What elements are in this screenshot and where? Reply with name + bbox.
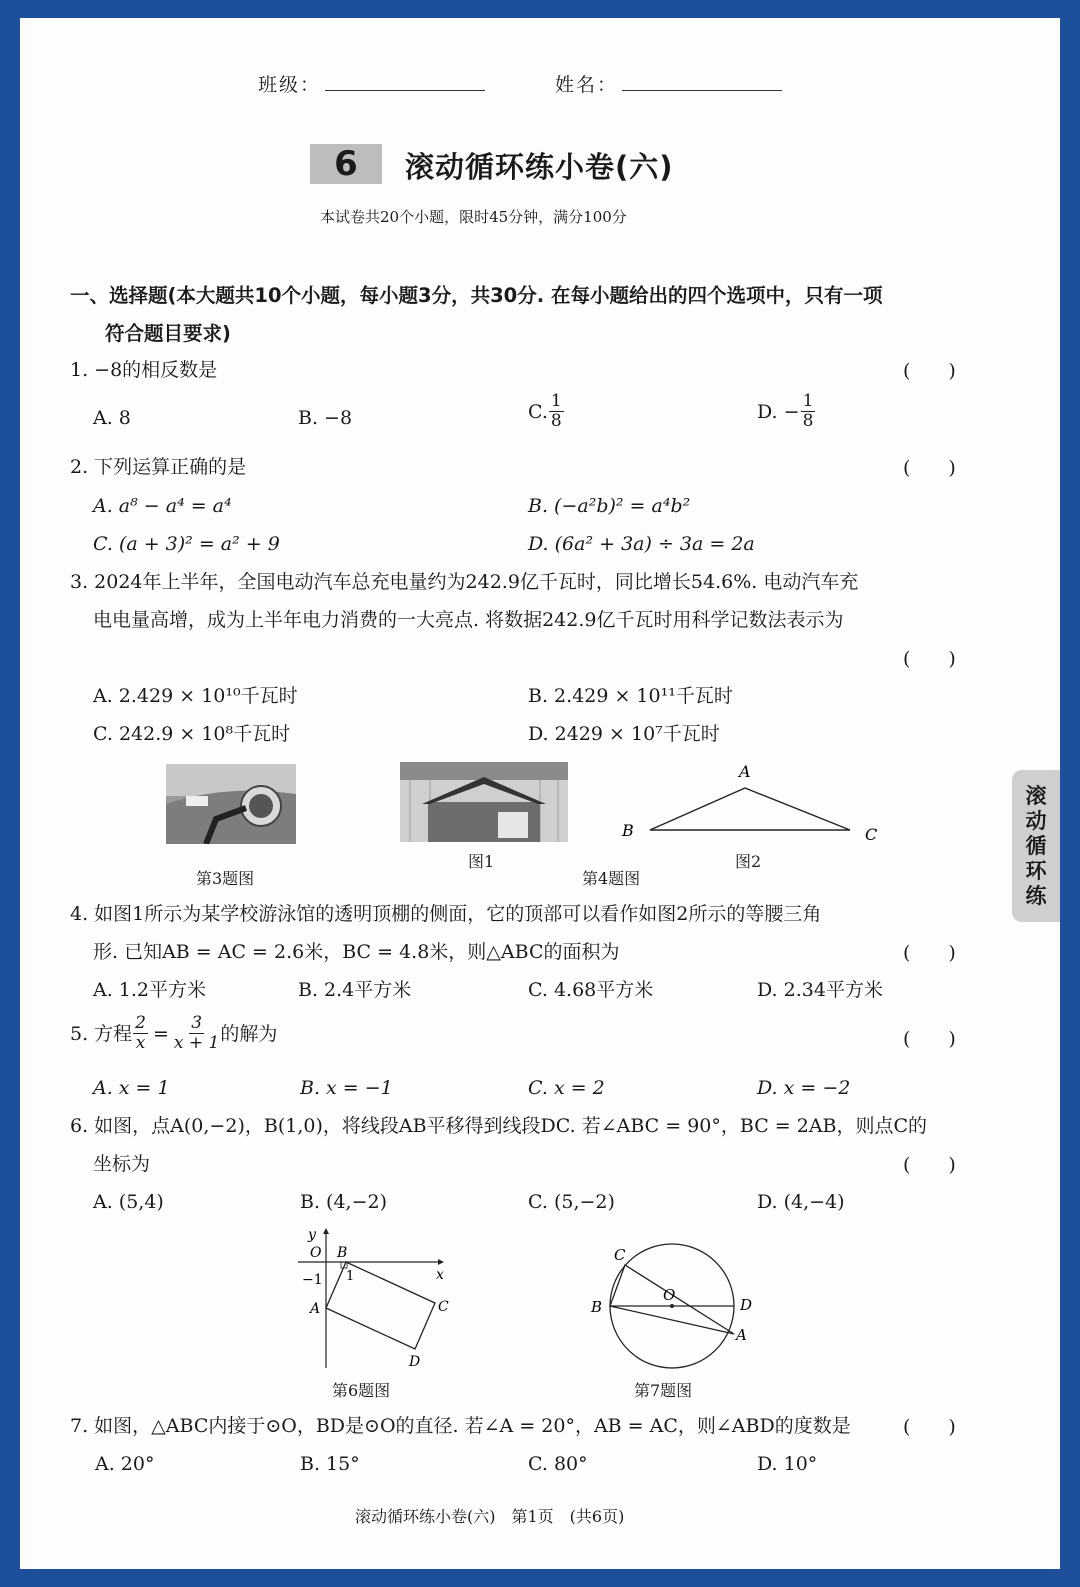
fig6-y-label: y xyxy=(308,1227,316,1243)
q2-option-d[interactable]: D. (6a² + 3a) ÷ 3a = 2a xyxy=(528,533,755,555)
q3-option-b[interactable]: B. 2.429 × 10¹¹千瓦时 xyxy=(528,685,733,707)
side-tab xyxy=(1012,770,1060,922)
q5-prefix: 5. 方程 xyxy=(70,1022,133,1045)
q2-option-c[interactable]: C. (a + 3)² = a² + 9 xyxy=(93,533,280,555)
q1-option-d[interactable] xyxy=(757,392,816,431)
q6-option-b[interactable]: B. (4,−2) xyxy=(300,1191,388,1213)
q4-answer-box[interactable]: ( ) xyxy=(903,942,956,964)
q7-option-a[interactable]: A. 20° xyxy=(95,1453,155,1475)
side-tab-char: 环 xyxy=(1025,858,1047,883)
q6-answer-box[interactable]: ( ) xyxy=(903,1154,956,1176)
q2-option-a[interactable]: A. a⁸ − a⁴ = a⁴ xyxy=(93,495,232,517)
fig7-a-label: A xyxy=(736,1326,747,1344)
fig7-o-label: O xyxy=(663,1286,676,1304)
triangle-abc-diagram xyxy=(612,758,892,858)
q2-stem: 2. 下列运算正确的是 xyxy=(70,456,247,478)
paper-subtitle: 本试卷共20个小题，限时45分钟，满分100分 xyxy=(320,208,627,226)
q1-option-a[interactable]: A. 8 xyxy=(93,407,131,429)
name-field-line[interactable] xyxy=(622,90,782,91)
side-tab-char: 循 xyxy=(1025,833,1047,858)
q4-stem-line1: 4. 如图1所示为某学校游泳馆的透明顶棚的侧面，它的顶部可以看作如图2所示的等腰三角 xyxy=(70,903,822,925)
fig6-neg1-label: −1 xyxy=(302,1272,323,1288)
fig1-label: 图1 xyxy=(468,852,495,871)
triangle-label-b: B xyxy=(622,821,634,840)
q1-option-b[interactable]: B. −8 xyxy=(298,407,353,429)
q5-answer-box[interactable]: ( ) xyxy=(903,1028,956,1050)
q4-option-c[interactable]: C. 4.68平方米 xyxy=(528,979,654,1001)
q5-stem xyxy=(70,1014,277,1053)
fig6-a-label: A xyxy=(310,1301,321,1317)
q3-option-a[interactable]: A. 2.429 × 10¹⁰千瓦时 xyxy=(93,685,298,707)
q5-fraction-left: $\frac{2}{x}$ xyxy=(135,1013,146,1053)
q1-option-c-fraction: $\frac{1}{8}$ xyxy=(550,391,562,431)
q3-stem-line1: 3. 2024年上半年，全国电动汽车总充电量约为242.9亿千瓦时，同比增长54.6%. 电动汽车充 xyxy=(70,571,859,593)
q4-stem-line2: 形. 已知AB = AC = 2.6米，BC = 4.8米，则△ABC的面积为 xyxy=(93,941,620,963)
q1-option-d-fraction: $\frac{1}{8}$ xyxy=(802,391,814,431)
q4-option-b[interactable]: B. 2.4平方米 xyxy=(298,979,412,1001)
side-tab-char: 滚 xyxy=(1025,783,1047,808)
side-tab-char: 动 xyxy=(1025,808,1047,833)
fig7-c-label: C xyxy=(614,1246,626,1264)
fig6-caption: 第6题图 xyxy=(332,1381,391,1400)
q7-option-c[interactable]: C. 80° xyxy=(528,1453,588,1475)
fig7-b-label: B xyxy=(591,1298,603,1316)
fig6-b-label: B xyxy=(337,1245,348,1261)
q7-answer-box[interactable]: ( ) xyxy=(903,1416,956,1438)
q6-option-d[interactable]: D. (4,−4) xyxy=(757,1191,845,1213)
fig6-tick-1-label: 1 xyxy=(346,1269,355,1284)
q3-answer-box[interactable]: ( ) xyxy=(903,648,956,670)
q5-option-b[interactable]: B. x = −1 xyxy=(300,1077,393,1099)
q6-option-a[interactable]: A. (5,4) xyxy=(93,1191,164,1213)
q1-option-d-prefix: D. − xyxy=(757,400,800,423)
q7-stem: 7. 如图，△ABC内接于⊙O，BD是⊙O的直径. 若∠A = 20°，AB = AC，则∠ABD的度数是 xyxy=(70,1415,851,1437)
q1-answer-box[interactable]: ( ) xyxy=(903,360,956,382)
fig3-caption: 第3题图 xyxy=(196,869,255,888)
q2-option-b[interactable]: B. (−a²b)² = a⁴b² xyxy=(528,495,691,517)
ev-charging-photo xyxy=(166,764,296,844)
q7-option-d[interactable]: D. 10° xyxy=(757,1453,818,1475)
name-label: 姓名： xyxy=(555,74,619,96)
fig6-coordinate-diagram xyxy=(288,1226,458,1376)
natatorium-photo xyxy=(400,762,568,842)
triangle-label-a: A xyxy=(739,762,751,781)
q7-option-b[interactable]: B. 15° xyxy=(300,1453,360,1475)
q1-option-c-prefix: C. xyxy=(528,400,548,423)
section-heading: 一、选择题(本大题共10个小题，每小题3分，共30分. 在每小题给出的四个选项中，只有一项 xyxy=(70,284,883,307)
fig6-origin-label: O xyxy=(310,1245,322,1261)
q4-option-a[interactable]: A. 1.2平方米 xyxy=(93,979,207,1001)
q5-option-c[interactable]: C. x = 2 xyxy=(528,1077,605,1099)
fig7-d-label: D xyxy=(740,1296,753,1314)
fig7-circle-diagram xyxy=(580,1228,780,1378)
q4-option-d[interactable]: D. 2.34平方米 xyxy=(757,979,883,1001)
q2-answer-box[interactable]: ( ) xyxy=(903,457,956,479)
class-field-line[interactable] xyxy=(325,90,485,91)
q5-equals: = xyxy=(153,1022,169,1045)
q6-option-c[interactable]: C. (5,−2) xyxy=(528,1191,615,1213)
q3-option-c[interactable]: C. 242.9 × 10⁸千瓦时 xyxy=(93,723,291,745)
fig2-label: 图2 xyxy=(735,852,762,871)
q3-option-d[interactable]: D. 2429 × 10⁷千瓦时 xyxy=(528,723,720,745)
fig6-d-label: D xyxy=(409,1354,421,1370)
q5-fraction-right: $\frac{3}{x + 1}$ xyxy=(173,1013,220,1053)
section-heading-cont: 符合题目要求) xyxy=(105,322,231,345)
paper-title: 滚动循环练小卷(六) xyxy=(405,150,674,184)
q6-stem-line1: 6. 如图，点A(0,−2)，B(1,0)，将线段AB平移得到线段DC. 若∠ABC = 90°，BC = 2AB，则点C的 xyxy=(70,1115,928,1137)
q5-option-a[interactable]: A. x = 1 xyxy=(93,1077,170,1099)
q3-stem-line2: 电电量高增，成为上半年电力消费的一大亮点. 将数据242.9亿千瓦时用科学记数法表示为 xyxy=(93,609,844,631)
fig4-caption: 第4题图 xyxy=(582,869,641,888)
side-tab-char: 练 xyxy=(1025,883,1047,908)
exam-page xyxy=(20,18,1060,1569)
fig6-c-label: C xyxy=(438,1299,449,1315)
q1-option-c[interactable] xyxy=(528,392,565,431)
page-footer: 滚动循环练小卷(六) 第1页 (共6页) xyxy=(355,1507,625,1526)
fig7-caption: 第7题图 xyxy=(634,1381,693,1400)
q6-stem-line2: 坐标为 xyxy=(93,1153,151,1175)
q5-option-d[interactable]: D. x = −2 xyxy=(757,1077,851,1099)
triangle-label-c: C xyxy=(865,825,878,844)
class-label: 班级： xyxy=(258,74,322,96)
q5-suffix: 的解为 xyxy=(220,1022,278,1045)
paper-number-badge: 6 xyxy=(310,144,382,184)
q1-stem: 1. −8的相反数是 xyxy=(70,359,218,381)
fig6-x-label: x xyxy=(436,1267,444,1283)
